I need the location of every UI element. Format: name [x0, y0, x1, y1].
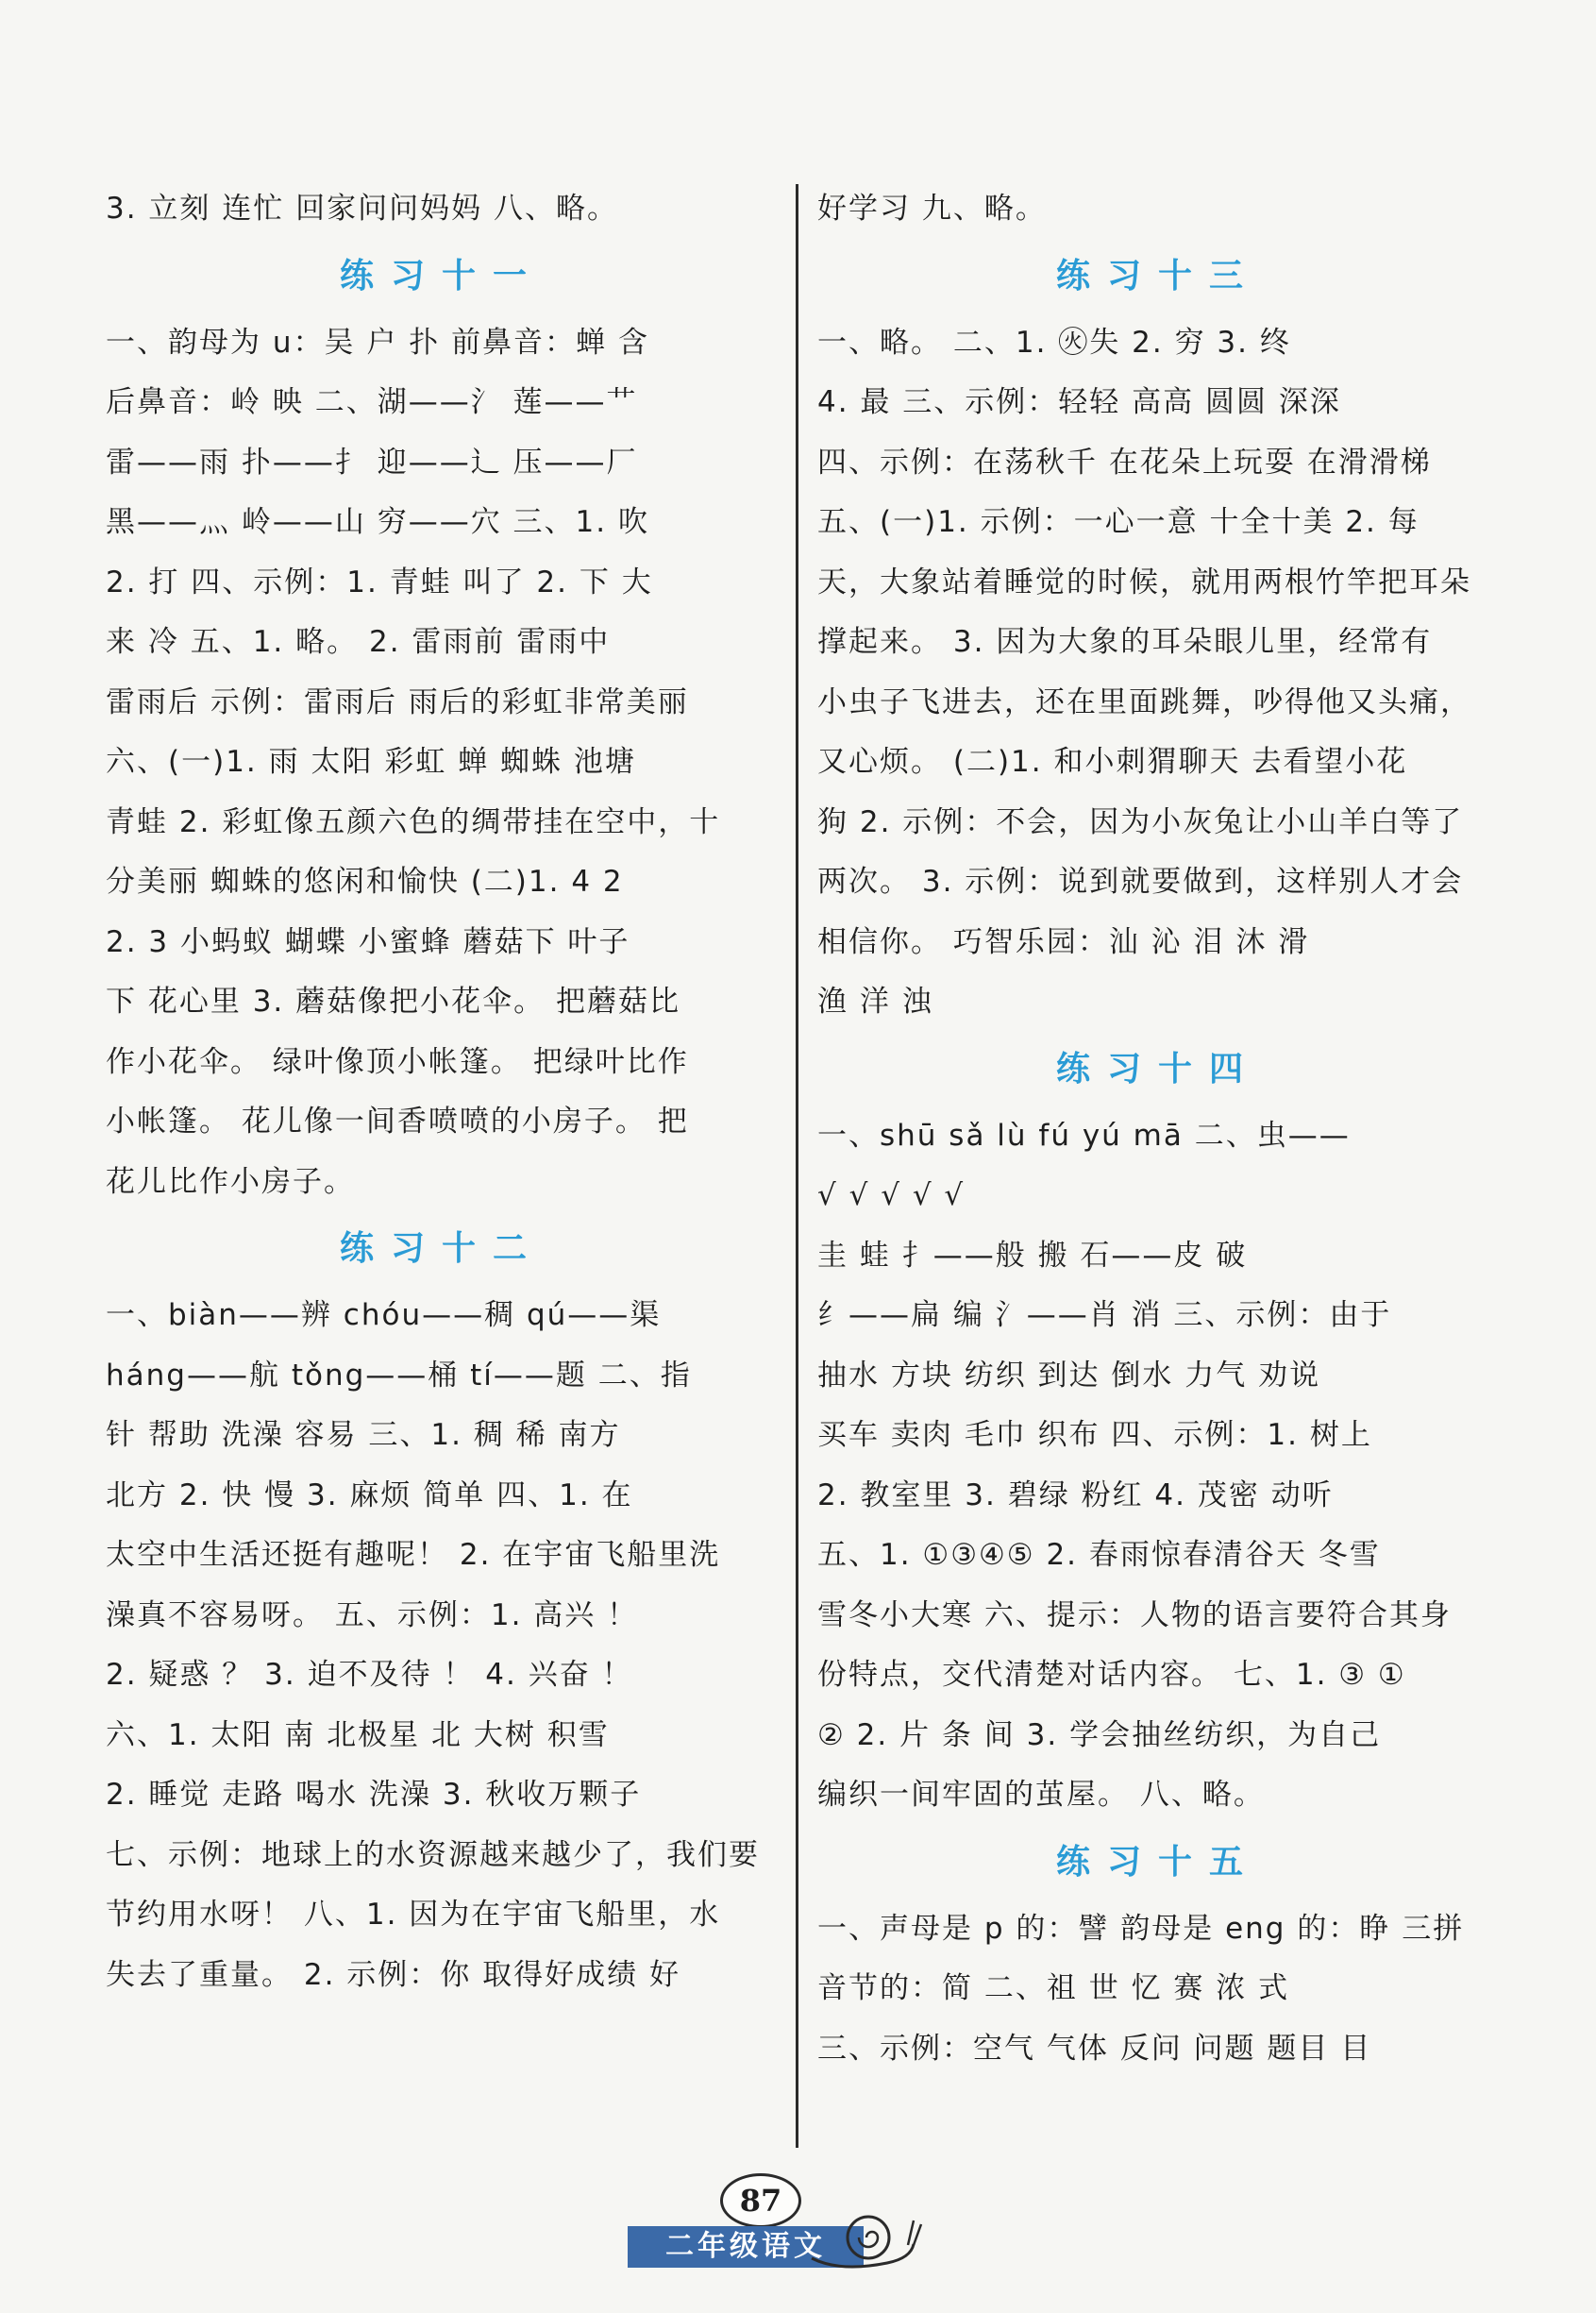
answer-line: 一、略。 二、1. ㊋失 2. 穷 3. 终	[817, 325, 1291, 360]
answer-line: 一、韵母为 u：吴 户 扑 前鼻音：蝉 含	[106, 325, 649, 360]
left-column	[106, 179, 778, 2005]
answer-line: 狗 2. 示例：不会，因为小灰兔让小山羊白等了	[817, 804, 1464, 839]
answer-line: 雷——雨 扑——扌 迎——辶 压——厂	[106, 445, 638, 480]
answer-line: 渔 洋 浊	[817, 985, 933, 1019]
answer-line: 抽水 方块 纺织 到达 倒水 力气 劝说	[817, 1358, 1321, 1393]
answer-line: 来 冷 五、1. 略。 2. 雷雨前 雷雨中	[106, 625, 611, 659]
section-heading: 练习十五	[1055, 1842, 1260, 1882]
answer-line: 五、(一)1. 示例：一心一意 十全十美 2. 每	[817, 505, 1420, 539]
answer-line: 4. 最 三、示例：轻轻 高高 圆圆 深深	[817, 385, 1341, 419]
answer-line: 2. 3 小蚂蚁 蝴蝶 小蜜蜂 蘑菇下 叶子	[106, 924, 630, 959]
answer-line: 澡真不容易呀。 五、示例：1. 高兴 ！	[106, 1597, 639, 1632]
column-divider	[796, 184, 798, 2148]
section-heading: 练习十一	[339, 256, 544, 295]
answer-line: 北方 2. 快 慢 3. 麻烦 简单 四、1. 在	[106, 1477, 633, 1512]
section-heading: 练习十三	[1055, 256, 1260, 295]
section-heading: 练习十二	[339, 1229, 544, 1268]
answer-line: 黑——灬 岭——山 穷——穴 三、1. 吹	[106, 505, 649, 539]
answer-line: háng——航 tǒng——桶 tí——题 二、指	[106, 1358, 692, 1393]
answer-line: 失去了重量。 2. 示例：你 取得好成绩 好	[106, 1957, 680, 1992]
snail-icon	[802, 2192, 925, 2277]
answer-line: 针 帮助 洗澡 容易 三、1. 稠 稀 南方	[106, 1418, 621, 1452]
answer-line: 又心烦。 (二)1. 和小刺猬聊天 去看望小花	[817, 745, 1408, 779]
grade-label: 二年级语文	[628, 2226, 864, 2268]
answer-line: 相信你。 巧智乐园：汕 沁 泪 沐 滑	[817, 924, 1310, 959]
answer-line: 一、biàn——辨 chóu——稠 qú——渠	[106, 1298, 662, 1332]
answer-line: 圭 蛙 扌——般 搬 石——皮 破	[817, 1238, 1248, 1273]
answer-line: 2. 教室里 3. 碧绿 粉红 4. 茂密 动听	[817, 1477, 1334, 1512]
answer-line: 作小花伞。 绿叶像顶小帐篷。 把绿叶比作	[106, 1044, 689, 1079]
answer-line: 好学习 九、略。	[817, 192, 1047, 226]
answer-line: 七、示例：地球上的水资源越来越少了，我们要	[106, 1837, 760, 1872]
answer-line: 两次。 3. 示例：说到就要做到，这样别人才会	[817, 865, 1464, 899]
answer-line: 六、(一)1. 雨 太阳 彩虹 蝉 蜘蛛 池塘	[106, 745, 636, 779]
answer-line: 2. 疑惑 ？ 3. 迫不及待 ！ 4. 兴奋 ！	[106, 1658, 633, 1692]
page-footer	[604, 2173, 982, 2277]
answer-line: 雷雨后 示例：雷雨后 雨后的彩虹非常美丽	[106, 684, 689, 719]
answer-line: 节约用水呀！ 八、1. 因为在宇宙飞船里，水	[106, 1898, 721, 1932]
answer-line: 五、1. ①③④⑤ 2. 春雨惊春清谷天 冬雪	[817, 1538, 1381, 1572]
answer-line: 六、1. 太阳 南 北极星 北 大树 积雪	[106, 1717, 610, 1752]
answer-line: 3. 立刻 连忙 回家问问妈妈 八、略。	[106, 192, 618, 226]
answer-line: 撑起来。 3. 因为大象的耳朵眼儿里，经常有	[817, 625, 1433, 659]
answer-line: 小虫子飞进去，还在里面跳舞，吵得他又头痛，	[817, 684, 1471, 719]
answer-line: 2. 打 四、示例：1. 青蛙 叫了 2. 下 大	[106, 565, 653, 599]
answer-line: 青蛙 2. 彩虹像五颜六色的绸带挂在空中，十	[106, 804, 721, 839]
answer-line: 2. 睡觉 走路 喝水 洗澡 3. 秋收万颗子	[106, 1778, 642, 1812]
right-column	[817, 179, 1499, 2079]
answer-line: 雪冬小大寒 六、提示：人物的语言要符合其身	[817, 1597, 1452, 1632]
answer-line: 一、声母是 p 的：譬 韵母是 eng 的：睁 三拼	[817, 1911, 1465, 1946]
answer-line: 小帐篷。 花儿像一间香喷喷的小房子。 把	[106, 1105, 689, 1139]
answer-line: 纟——扁 编 氵——肖 消 三、示例：由于	[817, 1298, 1392, 1332]
answer-line: √ √ √ √ √	[817, 1178, 966, 1212]
answer-line: 音节的：简 二、祖 世 忆 赛 浓 式	[817, 1971, 1290, 2005]
answer-line: 一、shū sǎ lù fú yú mā 二、虫——	[817, 1118, 1351, 1153]
answer-line: 份特点，交代清楚对话内容。 七、1. ③ ①	[817, 1658, 1406, 1692]
answer-line: 编织一间牢固的茧屋。 八、略。	[817, 1778, 1265, 1812]
answer-line: 花儿比作小房子。	[106, 1164, 355, 1199]
answer-line: 下 花心里 3. 蘑菇像把小花伞。 把蘑菇比	[106, 985, 680, 1019]
answer-line: 天，大象站着睡觉的时候，就用两根竹竿把耳朵	[817, 565, 1471, 599]
answer-line: 后鼻音：岭 映 二、湖——氵 莲——艹	[106, 385, 638, 419]
section-heading: 练习十四	[1055, 1049, 1260, 1089]
answer-line: 分美丽 蜘蛛的悠闲和愉快 (二)1. 4 2	[106, 865, 624, 899]
answer-line: 四、示例：在荡秋千 在花朵上玩耍 在滑滑梯	[817, 445, 1432, 480]
answer-line: 三、示例：空气 气体 反问 问题 题目 目	[817, 2031, 1372, 2066]
answer-line: 太空中生活还挺有趣呢！ 2. 在宇宙飞船里洗	[106, 1538, 721, 1572]
page-number: 87	[720, 2173, 801, 2228]
answer-line: 买车 卖肉 毛巾 织布 四、示例：1. 树上	[817, 1418, 1372, 1452]
answer-line: ② 2. 片 条 间 3. 学会抽丝纺织，为自己	[817, 1717, 1382, 1752]
